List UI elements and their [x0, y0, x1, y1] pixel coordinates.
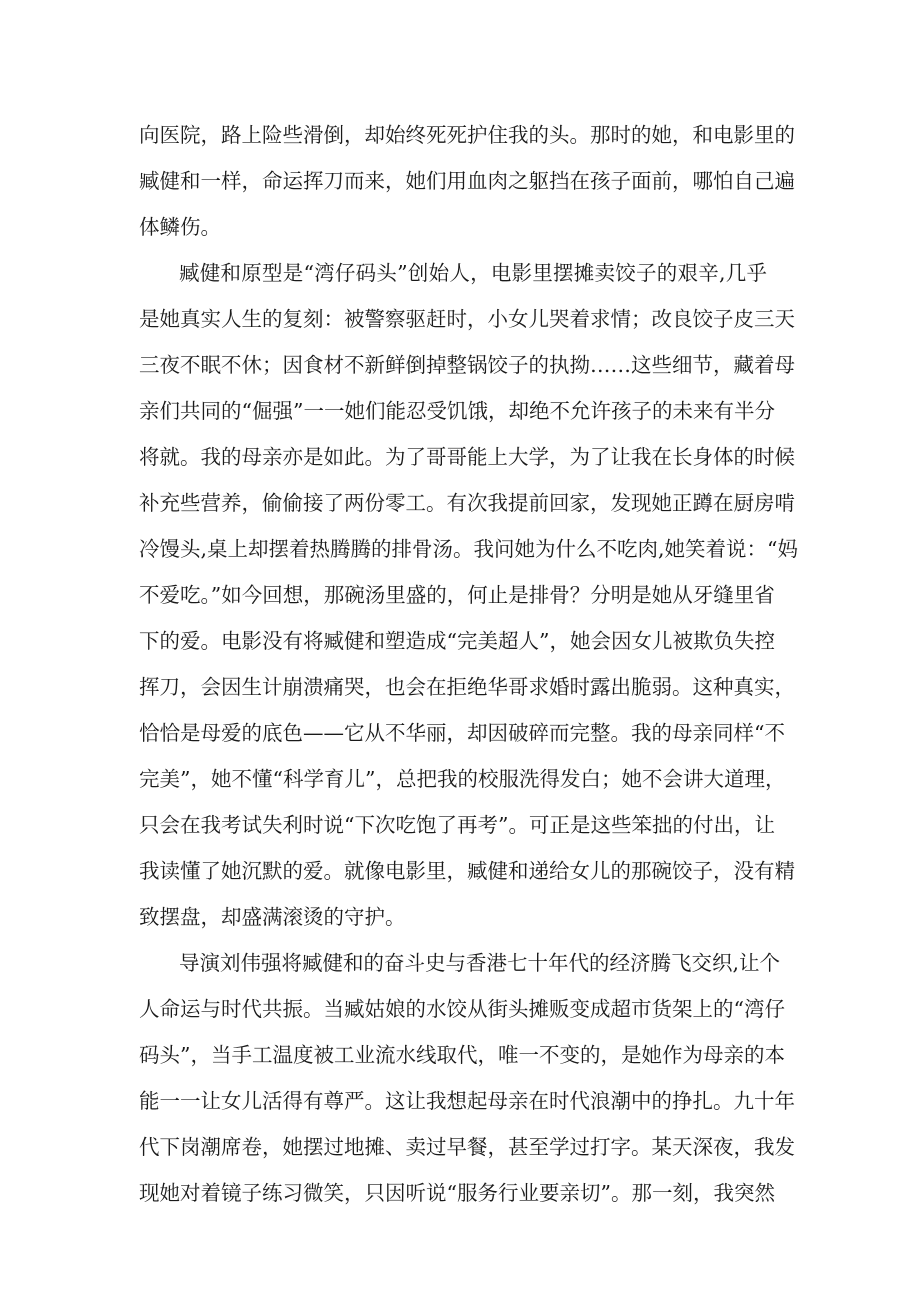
body-text: [139, 112, 799, 1216]
text-line: 臧健和原型是“湾仔码头”创始人，电影里摆摊卖饺子的艰辛,几乎: [179, 261, 767, 285]
text-line: 不爱吃。”如今回想，那碗汤里盛的，何止是排骨？分明是她从牙缝里省: [139, 583, 775, 607]
text-line: 我读懂了她沉默的爱。就像电影里，臧健和递给女儿的那碗饺子，没有精: [139, 859, 795, 883]
text-line: 只会在我考试失利时说“下次吃饱了再考”。可正是这些笨拙的付出，让: [139, 813, 775, 837]
text-line: 下的爱。电影没有将臧健和塑造成“完美超人”，她会因女儿被欺负失控: [139, 629, 775, 653]
text-line: 向医院，路上险些滑倒，却始终死死护住我的头。那时的她，和电影里的: [139, 123, 795, 147]
text-line: 挥刀，会因生计崩溃痛哭，也会在拒绝华哥求婚时露出脆弱。这种真实，: [139, 675, 795, 699]
text-line: 将就。我的母亲亦是如此。为了哥哥能上大学，为了让我在长身体的时候: [139, 445, 795, 469]
paragraph: [139, 112, 799, 250]
text-line: 是她真实人生的复刻：被警察驱赶时，小女儿哭着求情；改良饺子皮三天: [139, 307, 795, 331]
text-line: 代下岗潮席卷，她摆过地摊、卖过早餐，甚至学过打字。某天深夜，我发: [139, 1135, 795, 1159]
paragraph: [139, 940, 799, 1216]
text-line: 完美”，她不懂“科学育儿”，总把我的校服洗得发白；她不会讲大道理，: [139, 767, 786, 791]
text-line: 码头”，当手工温度被工业流水线取代，唯一不变的，是她作为母亲的本: [139, 1043, 785, 1067]
text-line: 导演刘伟强将臧健和的奋斗史与香港七十年代的经济腾飞交织,让个: [179, 951, 781, 975]
text-line: 人命运与时代共振。当臧姑娘的水饺从街头摊贩变成超市货架上的“湾仔: [139, 997, 785, 1021]
text-line: 臧健和一样，命运挥刀而来，她们用血肉之躯挡在孩子面前，哪怕自己遍: [139, 169, 795, 193]
text-line: 现她对着镜子练习微笑，只因听说“服务行业要亲切”。那一刻，我突然: [139, 1181, 775, 1205]
text-line: 冷馒头,桌上却摆着热腾腾的排骨汤。我问她为什么不吃肉,她笑着说：“妈: [139, 537, 799, 561]
text-line: 三夜不眠不休；因食材不新鲜倒掉整锅饺子的执拗……这些细节，藏着母: [139, 353, 795, 377]
text-line: 能一一让女儿活得有尊严。这让我想起母亲在时代浪潮中的挣扎。九十年: [139, 1089, 795, 1113]
text-line: 亲们共同的“倔强”一一她们能忍受饥饿，却绝不允许孩子的未来有半分: [139, 399, 775, 423]
text-line: 致摆盘，却盛满滚烫的守护。: [139, 905, 406, 929]
text-line: 补充些营养，偷偷接了两份零工。有次我提前回家，发现她正蹲在厨房啃: [139, 491, 795, 515]
text-line: 恰恰是母爱的底色——它从不华丽，却因破碎而完整。我的母亲同样“不: [139, 721, 785, 745]
text-line: 体鳞伤。: [139, 215, 221, 239]
paragraph: [139, 250, 799, 940]
